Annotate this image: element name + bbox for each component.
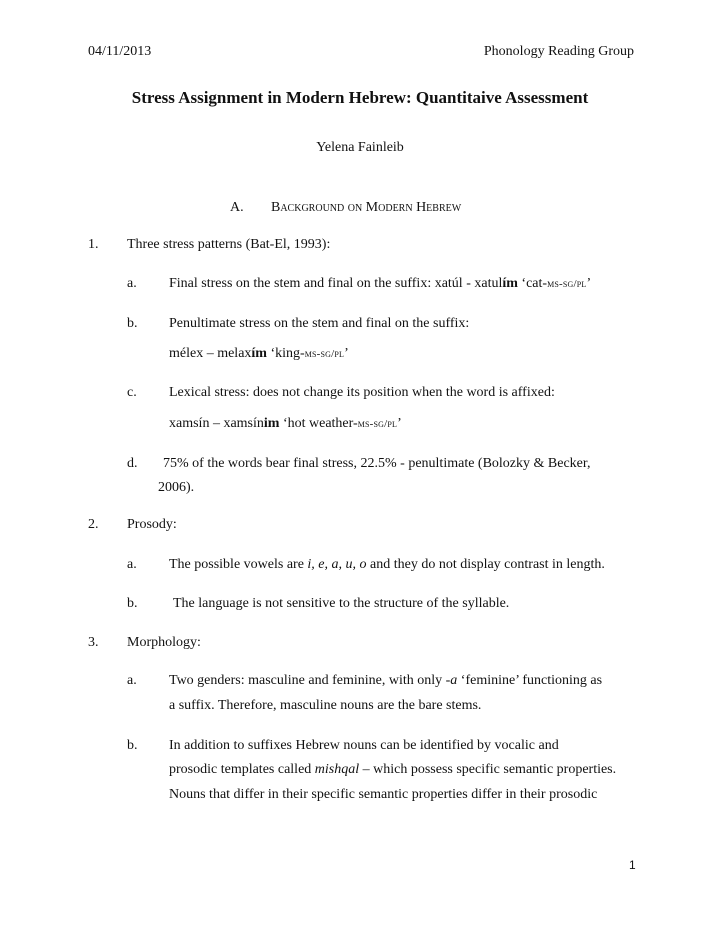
subitem-text: Lexical stress: does not change its position when the word is affixed: bbox=[169, 385, 555, 400]
subitem-text: Two genders: masculine and feminine, with only -a ‘feminine’ functioning as bbox=[169, 673, 603, 688]
item-text: Morphology: bbox=[127, 635, 201, 650]
subitem-text-continued: Nouns that differ in their specific semantic properties differ in their prosodic bbox=[169, 787, 598, 802]
subitem-text: 75% of the words bear final stress, 22.5% - penultimate (Bolozky & Becker, bbox=[163, 456, 591, 471]
subitem-example: mélex – melaxím ‘king-ms-sg/pl’ bbox=[169, 346, 349, 361]
subitem-text-continued: a suffix. Therefore, masculine nouns are the bare stems. bbox=[169, 698, 482, 713]
item-number: 2. bbox=[88, 517, 99, 532]
item-number: 1. bbox=[88, 237, 99, 252]
header-date: 04/11/2013 bbox=[88, 44, 152, 59]
subitem-text-continued: 2006). bbox=[158, 480, 195, 495]
page-number: 1 bbox=[629, 858, 636, 872]
header-group: Phonology Reading Group bbox=[483, 44, 634, 59]
document-title: Stress Assignment in Modern Hebrew: Quantitaive Assessment bbox=[131, 88, 589, 107]
subitem-text: The possible vowels are i, e, a, u, o and they do not display contrast in length. bbox=[169, 557, 605, 572]
subitem-text: Penultimate stress on the stem and final on the suffix: bbox=[169, 316, 470, 331]
section-letter: A. bbox=[230, 200, 244, 215]
subitem-text: In addition to suffixes Hebrew nouns can be identified by vocalic and bbox=[169, 738, 559, 753]
section-title: Background on Modern Hebrew bbox=[271, 200, 462, 215]
subitem-example: xamsín – xamsínim ‘hot weather-ms-sg/pl’ bbox=[169, 416, 402, 431]
subitem-letter: b. bbox=[127, 596, 138, 611]
subitem-letter: a. bbox=[127, 276, 137, 291]
subitem-letter: c. bbox=[127, 385, 137, 400]
subitem-letter: d. bbox=[127, 456, 138, 471]
subitem-text: Final stress on the stem and final on the suffix: xatúl - xatulím ‘cat-ms-sg/pl’ bbox=[169, 276, 592, 291]
subitem-letter: b. bbox=[127, 738, 138, 753]
item-text: Prosody: bbox=[127, 517, 177, 532]
subitem-letter: b. bbox=[127, 316, 138, 331]
subitem-text-continued: prosodic templates called mishqal – which possess specific semantic properties. bbox=[169, 762, 617, 777]
subitem-letter: a. bbox=[127, 557, 137, 572]
author-name: Yelena Fainleib bbox=[316, 140, 404, 155]
item-number: 3. bbox=[88, 635, 99, 650]
subitem-letter: a. bbox=[127, 673, 137, 688]
item-text: Three stress patterns (Bat-El, 1993): bbox=[127, 237, 331, 252]
subitem-text: The language is not sensitive to the structure of the syllable. bbox=[173, 596, 510, 611]
